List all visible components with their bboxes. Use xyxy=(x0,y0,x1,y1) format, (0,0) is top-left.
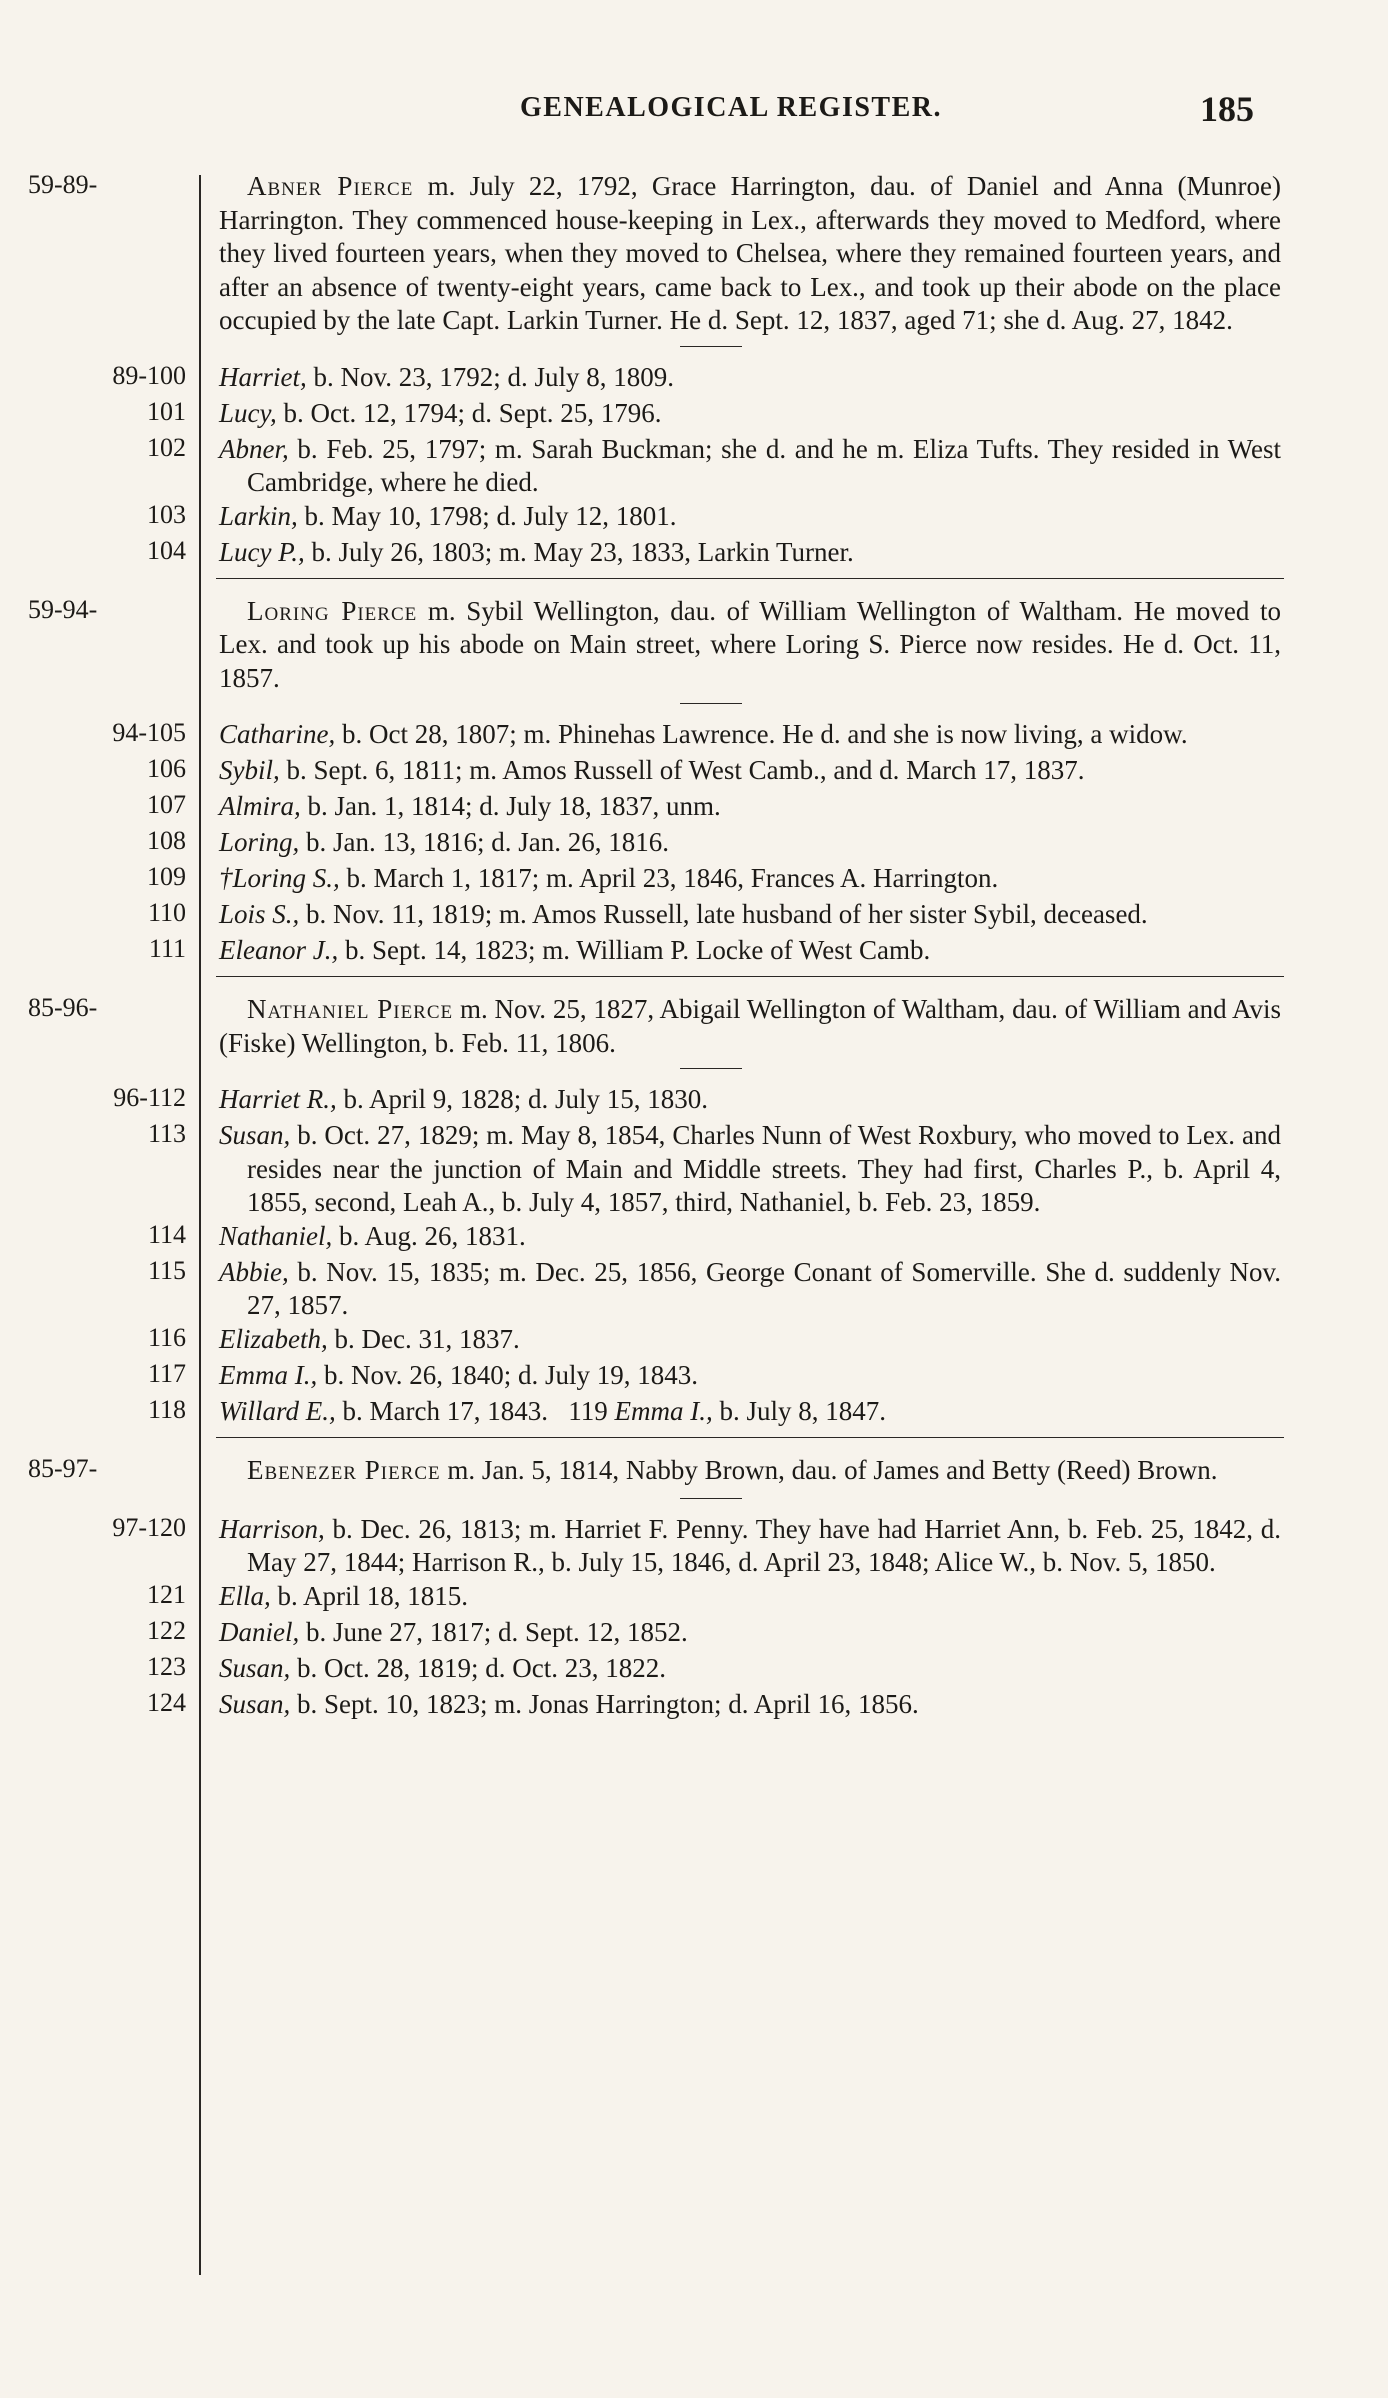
child-entry xyxy=(0,754,1388,790)
child-name: Almira, xyxy=(219,791,301,821)
child-name: Daniel, xyxy=(219,1616,300,1647)
child-text xyxy=(219,1652,1281,1686)
child-name: Catharine, xyxy=(219,719,336,749)
child-entry xyxy=(0,826,1388,862)
child-entry xyxy=(0,898,1388,934)
child-name: Susan, xyxy=(219,1688,291,1719)
child-name: †Loring S., xyxy=(219,863,340,893)
child-name: Harriet, xyxy=(219,361,307,392)
child-entry xyxy=(0,536,1388,572)
child-details: b. Nov. 11, 1819; m. Amos Russell, late husband of her sister Sybil, deceased. xyxy=(299,899,1148,929)
child-text xyxy=(219,1513,1281,1580)
child-number: 108 xyxy=(147,826,186,855)
child-entry xyxy=(0,790,1388,826)
child-number-inline: 119 xyxy=(568,1395,608,1426)
child-text xyxy=(219,1616,1281,1650)
child-entry xyxy=(0,862,1388,898)
family-head-name: Abner Pierce xyxy=(247,171,414,201)
child-text xyxy=(219,898,1281,932)
child-number: 115 xyxy=(147,1255,186,1285)
child-text xyxy=(219,433,1281,500)
child-details: b. Nov. 15, 1835; m. Dec. 25, 1856, George Conant of Somerville. She d. suddenly Nov. 27, 1857. xyxy=(247,1256,1281,1320)
child-name: Emma I., xyxy=(614,1395,713,1426)
child-text xyxy=(219,397,1281,431)
child-entry xyxy=(0,934,1388,970)
child-name: Elizabeth, xyxy=(219,1323,328,1354)
child-details: b. Feb. 25, 1797; m. Sarah Buckman; she d. and he m. Eliza Tufts. They resided in West Cambridge, where he died. xyxy=(247,433,1281,497)
child-entry xyxy=(0,1256,1388,1323)
child-entry xyxy=(0,1359,1388,1395)
child-number: 123 xyxy=(147,1651,186,1681)
family-head-name: Loring Pierce xyxy=(247,595,418,626)
family-head-details: m. July 22, 1792, Grace Harrington, dau. of Daniel and Anna (Munroe) Harrington. They commenced house-keeping in Lex., afterwards they moved to Medford, where they lived fourteen years, when they moved to Chelsea, where they remained fourteen years, and after an absence of twenty-eight years, came back to Lex., and took up their abode on the place occupied by the late Capt. Larkin Turner. He d. Sept. 12, 1837, aged 71; she d. Aug. 27, 1842. xyxy=(219,171,1281,335)
family-head-text xyxy=(219,1454,1281,1488)
child-text xyxy=(219,1359,1281,1393)
child-name: Nathaniel, xyxy=(219,1220,333,1251)
child-number: 96-112 xyxy=(113,1083,186,1112)
child-name: Willard E., xyxy=(219,1395,336,1426)
family-head-text xyxy=(219,595,1281,696)
child-name: Lois S., xyxy=(219,899,300,929)
child-name: Loring, xyxy=(219,827,300,857)
child-number: 118 xyxy=(147,1394,186,1424)
section-divider xyxy=(680,346,742,347)
child-details: b. Jan. 1, 1814; d. July 18, 1837, unm. xyxy=(300,791,721,821)
child-number: 106 xyxy=(147,754,186,783)
child-text xyxy=(219,536,1281,570)
child-details: b. Nov. 23, 1792; d. July 8, 1809. xyxy=(306,361,675,392)
child-text xyxy=(219,754,1281,788)
child-number: 107 xyxy=(147,790,186,819)
child-text xyxy=(219,1256,1281,1323)
family-head-details: m. Nov. 25, 1827, Abigail Wellington of Waltham, dau. of William and Avis (Fiske) Wellington, b. Feb. 11, 1806. xyxy=(219,994,1281,1058)
family-head-text xyxy=(219,993,1281,1060)
section-divider xyxy=(680,1498,742,1499)
child-text xyxy=(219,1083,1281,1117)
spacer xyxy=(548,1396,568,1426)
child-text xyxy=(219,1323,1281,1357)
child-details: b. April 18, 1815. xyxy=(270,1580,469,1611)
child-details: b. Oct. 12, 1794; d. Sept. 25, 1796. xyxy=(276,397,662,428)
child-details: b. Aug. 26, 1831. xyxy=(332,1220,526,1251)
child-entry xyxy=(0,1513,1388,1580)
child-details: b. May 10, 1798; d. July 12, 1801. xyxy=(297,500,677,531)
page-number: 185 xyxy=(1200,89,1254,129)
child-entry xyxy=(0,1220,1388,1256)
child-text xyxy=(219,934,1281,968)
child-entry xyxy=(0,500,1388,536)
child-details: b. Oct. 27, 1829; m. May 8, 1854, Charles Nunn of West Roxbury, who moved to Lex. and resides near the junction of Main and Middle streets. They had first, Charles P., b. April 4, 1855, second, Leah A., b. July 4, 1857, third, Nathaniel, b. Feb. 23, 1859. xyxy=(247,1120,1281,1217)
child-number: 102 xyxy=(147,432,186,462)
family-divider xyxy=(216,976,1284,977)
family-head-entry xyxy=(0,1454,1388,1490)
child-name: Lucy, xyxy=(219,397,277,428)
child-entry xyxy=(0,1119,1388,1220)
child-number: 117 xyxy=(147,1358,186,1388)
family-head-name: Ebenezer Pierce xyxy=(247,1454,441,1485)
section-divider xyxy=(680,1068,742,1069)
child-text xyxy=(219,826,1281,860)
running-title: GENEALOGICAL REGISTER. xyxy=(520,92,942,123)
child-name: Susan, xyxy=(219,1120,291,1150)
child-details: b. Sept. 14, 1823; m. William P. Locke of West Camb. xyxy=(338,935,931,965)
child-details: b. Sept. 10, 1823; m. Jonas Harrington; d. April 16, 1856. xyxy=(290,1688,919,1719)
child-number: 101 xyxy=(147,396,186,426)
child-entry xyxy=(0,1395,1388,1431)
child-number: 104 xyxy=(147,535,186,565)
family-divider xyxy=(216,1437,1284,1438)
child-text xyxy=(219,790,1281,824)
child-number: 113 xyxy=(147,1119,186,1148)
child-entry xyxy=(0,1580,1388,1616)
child-name: Harriet R., xyxy=(219,1084,337,1114)
child-name: Larkin, xyxy=(219,500,298,531)
child-text xyxy=(219,1395,1281,1429)
child-entry xyxy=(0,397,1388,433)
child-text xyxy=(219,500,1281,534)
child-details: b. March 17, 1843. xyxy=(335,1395,548,1426)
family-head-entry xyxy=(0,170,1388,338)
child-text xyxy=(219,361,1281,395)
child-text xyxy=(219,1688,1281,1722)
child-text xyxy=(219,862,1281,896)
family-head-entry xyxy=(0,993,1388,1060)
family-head-text xyxy=(219,170,1281,338)
child-text xyxy=(219,1580,1281,1614)
child-text xyxy=(219,1119,1281,1220)
child-number: 114 xyxy=(147,1219,186,1249)
child-name: Ella, xyxy=(219,1580,271,1611)
child-number: 116 xyxy=(147,1322,186,1352)
child-number: 110 xyxy=(147,898,186,927)
child-details: b. July 8, 1847. xyxy=(712,1395,886,1426)
child-number: 97-120 xyxy=(112,1512,186,1542)
child-number: 103 xyxy=(147,499,186,529)
family-ref-number: 85-97- xyxy=(28,1453,98,1483)
child-number: 124 xyxy=(147,1687,186,1717)
child-name: Emma I., xyxy=(219,1359,318,1390)
child-name: Harrison, xyxy=(219,1513,325,1544)
child-number: 111 xyxy=(148,934,186,963)
family-head-details: m. Jan. 5, 1814, Nabby Brown, dau. of James and Betty (Reed) Brown. xyxy=(440,1454,1218,1485)
family-head-details: m. Sybil Wellington, dau. of William Wellington of Waltham. He moved to Lex. and took up his abode on Main street, where Loring S. Pierce now resides. He d. Oct. 11, 1857. xyxy=(219,595,1281,693)
child-details: b. Oct. 28, 1819; d. Oct. 23, 1822. xyxy=(290,1652,666,1683)
family-ref-number: 85-96- xyxy=(28,993,98,1022)
child-text xyxy=(219,1220,1281,1254)
child-name: Sybil, xyxy=(219,755,280,785)
child-entry xyxy=(0,1616,1388,1652)
child-entry xyxy=(0,1323,1388,1359)
child-entry xyxy=(0,433,1388,500)
child-number: 122 xyxy=(147,1615,186,1645)
family-head-name: Nathaniel Pierce xyxy=(247,994,454,1024)
child-entry xyxy=(0,1652,1388,1688)
child-entry xyxy=(0,361,1388,397)
child-name: Eleanor J., xyxy=(219,935,339,965)
child-details: b. Sept. 6, 1811; m. Amos Russell of West Camb., and d. March 17, 1837. xyxy=(279,755,1085,785)
child-entry xyxy=(0,718,1388,754)
child-name: Abbie, xyxy=(219,1256,289,1287)
child-name: Susan, xyxy=(219,1652,291,1683)
section-divider xyxy=(680,703,742,704)
child-details: b. Dec. 26, 1813; m. Harriet F. Penny. They have had Harriet Ann, b. Feb. 25, 1842, d. May 27, 1844; Harrison R., b. July 15, 1846, d. April 23, 1848; Alice W., b. Nov. 5, 1850. xyxy=(247,1513,1281,1577)
page-header xyxy=(0,89,1388,132)
child-details: b. July 26, 1803; m. May 23, 1833, Larkin Turner. xyxy=(304,536,854,567)
child-details: b. Jan. 13, 1816; d. Jan. 26, 1816. xyxy=(299,827,670,857)
child-name: Abner, xyxy=(219,433,289,464)
child-number: 109 xyxy=(147,862,186,891)
child-entry xyxy=(0,1688,1388,1724)
child-details: b. Nov. 26, 1840; d. July 19, 1843. xyxy=(317,1359,698,1390)
child-number: 121 xyxy=(147,1579,186,1609)
register-content xyxy=(0,170,1388,1724)
family-divider xyxy=(216,578,1284,579)
child-details: b. April 9, 1828; d. July 15, 1830. xyxy=(336,1084,709,1114)
family-ref-number: 59-94- xyxy=(28,594,98,624)
child-number: 89-100 xyxy=(112,360,186,390)
child-number: 94-105 xyxy=(112,718,186,747)
child-entry xyxy=(0,1083,1388,1119)
child-details: b. June 27, 1817; d. Sept. 12, 1852. xyxy=(299,1616,688,1647)
family-ref-number: 59-89- xyxy=(28,170,98,199)
child-details: b. Oct 28, 1807; m. Phinehas Lawrence. He d. and she is now living, a widow. xyxy=(335,719,1188,749)
child-name: Lucy P., xyxy=(219,536,305,567)
child-details: b. Dec. 31, 1837. xyxy=(327,1323,520,1354)
child-text xyxy=(219,718,1281,752)
family-head-entry xyxy=(0,595,1388,696)
child-details: b. March 1, 1817; m. April 23, 1846, Frances A. Harrington. xyxy=(339,863,999,893)
